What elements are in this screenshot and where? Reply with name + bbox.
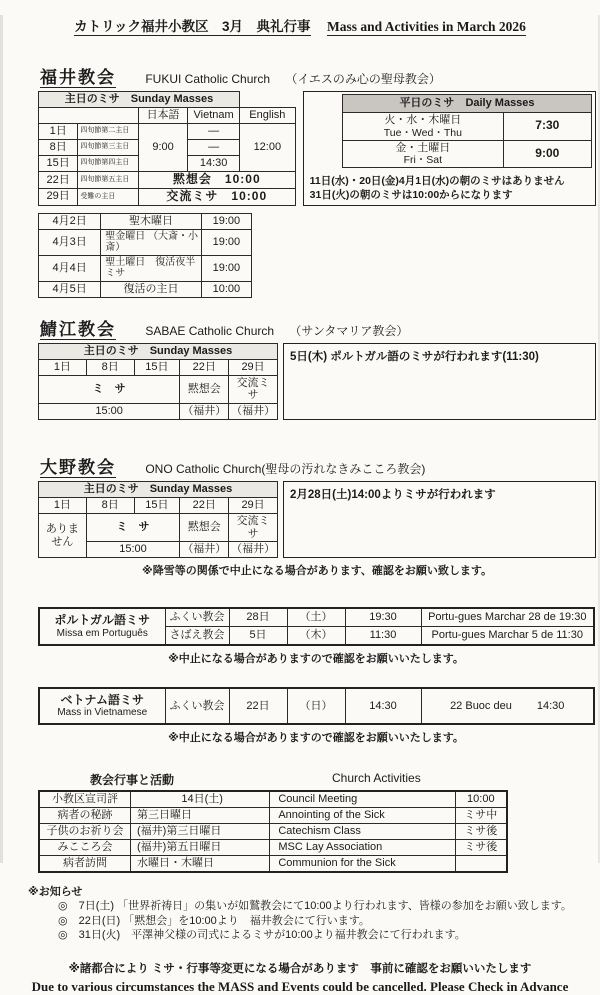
daily-note-2: 31日(火)の朝のミサは10:00からになります [309, 188, 513, 201]
table-row [39, 359, 278, 375]
day-cell: 5日 [229, 627, 287, 646]
table-row [39, 255, 252, 281]
notices-list [58, 899, 600, 943]
fukui-heading-sub: （イエスのみ心の聖母教会） [285, 72, 441, 86]
column-vietnam: Vietnam [188, 108, 240, 124]
table-row [39, 808, 507, 824]
day-cell: 29日 [39, 188, 78, 205]
liturgical-day-cell: 四旬節第二主日 [78, 124, 139, 140]
portuguese-text-cell: Portu-gues Marchar 5 de 11:30 [421, 627, 594, 646]
fukui-heading-en: FUKUI Catholic Church [145, 72, 271, 86]
daily-header-en: Daily Masses [465, 97, 535, 110]
day-cell: 22日 [180, 359, 229, 375]
table-row [39, 188, 296, 205]
day-cell: 15日 [39, 156, 78, 172]
daily-header-jp: 平日のミサ [399, 97, 455, 110]
day-cell: 29日 [229, 359, 278, 375]
retreat-event-cell: 黙想会 10:00 [138, 172, 295, 189]
column-english: English [240, 108, 296, 124]
activity-when: (福井)第五日曜日 [131, 840, 270, 856]
cancellation-warning: ※中止になる場合がありますので確認をお願いいたします。 [168, 732, 464, 745]
event-cell: 復活の主日 [101, 281, 201, 297]
page-title-english: Mass and Activities in March 2026 [327, 19, 526, 34]
activity-name: みこころ会 [39, 840, 131, 856]
day-cell: 22日 [229, 688, 287, 724]
activity-when: 14日(土) [131, 791, 270, 808]
notice-item: ◎ 31日(火) 平澤神父様の司式によるミサが10:00より福井教会にて行われます。 [58, 929, 466, 942]
fukui-sunday-mass-table [38, 91, 296, 206]
retreat-cell: 黙想会 [180, 375, 229, 403]
ono-heading-en: ONO Catholic Church(聖母の汚れなきみこころ教会) [145, 461, 426, 476]
table-row [39, 172, 296, 189]
ono-heading-jp: 大野教会 [40, 457, 116, 477]
mass-time-cell: 15:00 [86, 542, 180, 558]
table-row [39, 229, 252, 255]
vietnamese-text-cell: 22 Buoc deu 14:30 [421, 688, 594, 724]
disclaimer-jp: ※諸都合により ミサ・行事等変更になる場合があります 事前に確認をお願いいたします [68, 962, 532, 975]
activity-english: Annointing of the Sick [270, 808, 455, 824]
activities-heading-jp: 教会行事と活動 [90, 773, 175, 788]
daily-mass-time: 9:00 [503, 140, 591, 168]
ono-sunday-mass-table [38, 481, 278, 558]
day-cell: 28日 [229, 608, 287, 627]
activity-name: 小教区宣司評 [39, 791, 131, 808]
column-japanese: 日本語 [138, 108, 187, 124]
weekdays-jp: 火・水・木曜日 [384, 114, 462, 126]
table-row [39, 513, 278, 541]
table-row [39, 608, 594, 627]
activity-time [455, 856, 507, 873]
vietnamese-mass-table [38, 687, 595, 725]
day-cell: 1日 [39, 124, 78, 140]
table-row [343, 95, 592, 113]
day-cell: 8日 [86, 497, 134, 513]
holy-week-table [38, 213, 252, 298]
time-cell: 10:00 [201, 281, 251, 297]
page-title [0, 15, 600, 36]
exchange-mass-cell: 交流ミサ [229, 513, 278, 541]
location-cell: （福井） [180, 542, 229, 558]
activities-table [38, 790, 508, 873]
day-cell: 8日 [86, 359, 134, 375]
sunday-header-jp: 主日のミサ [83, 344, 139, 357]
ono-tables-row [38, 481, 596, 558]
date-cell: 4月3日 [39, 229, 101, 255]
vietnam-mass-time: ― [188, 140, 240, 156]
daily-masses-header [343, 95, 592, 113]
activity-time: 10:00 [455, 791, 507, 808]
activity-when: 第三日曜日 [131, 808, 270, 824]
vietnam-mass-time: ― [188, 124, 240, 140]
table-row [39, 791, 507, 808]
weekday-cell: （土） [287, 608, 345, 627]
activity-when: (福井)第三日曜日 [131, 824, 270, 840]
sabae-heading-jp: 鯖江教会 [40, 319, 116, 339]
sabae-portuguese-note: 5日(木) ポルトガル語のミサが行われます(11:30) [290, 350, 539, 363]
liturgical-day-cell: 受難の主日 [78, 188, 139, 205]
activities-heading [38, 771, 596, 788]
activity-english: Council Meeting [270, 791, 455, 808]
location-cell: （福井） [229, 403, 278, 419]
sabae-tables-row [38, 343, 596, 420]
notice-item: ◎ 7日(土) 「世界祈祷日」の集いが如鷲教会にて10:00より行われます、皆様の参加をお願い致します。 [58, 900, 572, 913]
activity-name: 病者の秘跡 [39, 808, 131, 824]
sunday-header-jp: 主日のミサ [64, 93, 120, 106]
location-cell: （福井） [229, 542, 278, 558]
weekday-cell: （木） [287, 627, 345, 646]
vietnamese-mass-section [38, 687, 596, 745]
time-cell: 11:30 [345, 627, 421, 646]
exchange-mass-cell: 交流ミサ 10:00 [138, 188, 295, 205]
day-cell: 22日 [39, 172, 78, 189]
sabae-heading-en: SABAE Catholic Church [145, 323, 275, 338]
day-cell: 22日 [180, 497, 229, 513]
date-cell: 4月2日 [39, 213, 101, 229]
church-cell: さばえ教会 [165, 627, 229, 646]
table-row [39, 124, 296, 140]
table-row [39, 281, 252, 297]
table-row [39, 92, 296, 108]
activity-english: MSC Lay Association [270, 840, 455, 856]
sabae-section-heading [40, 315, 596, 340]
activity-name: 子供のお祈り会 [39, 824, 131, 840]
portuguese-text-cell: Portu-gues Marchar 28 de 19:30 [421, 608, 594, 627]
table-row [39, 375, 278, 403]
weekday-group-cell [343, 113, 504, 141]
table-row [39, 108, 296, 124]
weekdays-en: Tue・Wed・Thu [383, 126, 462, 139]
label-jp: ポルトガル語ミサ [54, 613, 151, 627]
activity-name: 病者訪問 [39, 856, 131, 873]
activities-section [38, 771, 596, 873]
sunday-masses-header [39, 92, 240, 108]
fukui-section-heading [40, 63, 596, 88]
mass-label-cell: ミ サ [39, 375, 180, 403]
activity-when: 水曜日・木曜日 [131, 856, 270, 873]
activity-time: ミサ後 [455, 824, 507, 840]
event-cell: 聖金曜日 （大斎・小斎） [101, 229, 201, 255]
portuguese-mass-label [39, 608, 165, 645]
location-cell: （福井） [180, 403, 229, 419]
day-cell: 15日 [134, 497, 180, 513]
no-mass-cell: ありません [39, 513, 87, 557]
day-cell: 1日 [39, 359, 87, 375]
weekday-group-cell [343, 140, 504, 168]
time-cell: 14:30 [345, 688, 421, 724]
daily-mass-notes [306, 170, 593, 202]
weekday-cell: （日） [287, 688, 345, 724]
table-row [39, 856, 507, 873]
table-row [39, 497, 278, 513]
date-cell: 4月4日 [39, 255, 101, 281]
sunday-masses-header [39, 481, 278, 497]
fukui-daily-mass-table [342, 94, 592, 168]
retreat-cell: 黙想会 [180, 513, 229, 541]
daily-note-1: 11日(水)・20日(金)4月1日(水)の朝のミサはありません [309, 174, 565, 187]
weekdays-jp: 金・土曜日 [395, 141, 451, 154]
day-cell: 1日 [39, 497, 87, 513]
table-row [343, 140, 592, 168]
ono-section-heading [40, 453, 596, 478]
weekdays-en: Fri・Sat [403, 154, 443, 167]
sunday-header-en: Sunday Masses [149, 344, 233, 357]
activity-english: Communion for the Sick [270, 856, 455, 873]
label-en: Mass in Vietnamese [57, 707, 148, 719]
time-cell: 19:00 [201, 255, 251, 281]
day-cell: 29日 [229, 497, 278, 513]
table-row [39, 688, 594, 724]
day-cell: 8日 [39, 140, 78, 156]
daily-mass-time: 7:30 [503, 113, 591, 141]
sabae-sunday-mass-table [38, 343, 278, 420]
notices-heading: ※お知らせ [28, 886, 83, 899]
activity-time: ミサ後 [455, 840, 507, 856]
notice-item: ◎ 22日(日) 「黙想会」を10:00より 福井教会にて行います。 [58, 914, 370, 927]
fukui-tables-row [38, 91, 596, 206]
mass-time-cell: 15:00 [39, 403, 180, 419]
event-cell: 聖土曜日 復活夜半ミサ [101, 255, 201, 281]
notices-section [28, 883, 600, 943]
liturgical-day-cell: 四旬節第四主日 [78, 156, 139, 172]
portuguese-mass-section [38, 607, 596, 666]
time-cell: 19:30 [345, 608, 421, 627]
time-cell: 19:00 [201, 229, 251, 255]
sunday-header-en: Sunday Masses [130, 93, 214, 106]
table-row [39, 343, 278, 359]
label-jp: ベトナム語ミサ [60, 692, 144, 707]
church-cell: ふくい教会 [165, 688, 229, 724]
vietnam-mass-time: 14:30 [188, 156, 240, 172]
sabae-note-box [283, 343, 596, 420]
footer-disclaimer [0, 960, 600, 995]
sunday-header-jp: 主日のミサ [83, 483, 139, 496]
church-cell: ふくい教会 [165, 608, 229, 627]
date-cell: 4月5日 [39, 281, 101, 297]
portuguese-mass-table [38, 607, 595, 646]
japanese-mass-time: 9:00 [138, 124, 187, 172]
activity-english: Catechism Class [270, 824, 455, 840]
day-cell: 15日 [134, 359, 180, 375]
fukui-heading-jp: 福井教会 [40, 68, 116, 87]
snow-warning: ※降雪等の関係で中止になる場合があります、確認をお願い致します。 [142, 565, 492, 578]
label-en: Missa em Português [56, 627, 148, 639]
liturgical-day-cell: 四旬節第三主日 [78, 140, 139, 156]
ono-note-box [283, 481, 596, 558]
table-row [343, 113, 592, 141]
ghost-cell [240, 92, 296, 108]
ono-section [38, 453, 596, 578]
activity-time: ミサ中 [455, 808, 507, 824]
document-body [38, 63, 596, 873]
time-cell: 19:00 [201, 213, 251, 229]
fukui-daily-mass-box [303, 91, 596, 206]
ono-february-note: 2月28日(土)14:00よりミサが行われます [290, 488, 496, 501]
blank-cell [39, 108, 139, 124]
exchange-mass-cell: 交流ミサ [229, 375, 278, 403]
table-row [39, 824, 507, 840]
mass-label-cell: ミ サ [86, 513, 180, 541]
event-cell: 聖木曜日 [101, 213, 201, 229]
activities-heading-en: Church Activities [332, 771, 421, 786]
sabae-heading-sub: （サンタマリア教会） [289, 323, 409, 338]
sunday-header-en: Sunday Masses [149, 483, 233, 496]
sabae-section [38, 315, 596, 420]
english-mass-time: 12:00 [240, 124, 296, 172]
table-row [39, 403, 278, 419]
table-row [39, 481, 278, 497]
table-row [39, 213, 252, 229]
cancellation-warning: ※中止になる場合がありますので確認をお願いいたします。 [168, 653, 464, 666]
page-title-japanese: カトリック福井小教区 3月 典礼行事 [74, 19, 311, 34]
sunday-masses-header [39, 343, 278, 359]
liturgical-day-cell: 四旬節第五主日 [78, 172, 139, 189]
disclaimer-en: Due to various circumstances the MASS and Events could be cancelled. Please Check in Advance [31, 978, 569, 994]
vietnamese-mass-label [39, 688, 165, 724]
